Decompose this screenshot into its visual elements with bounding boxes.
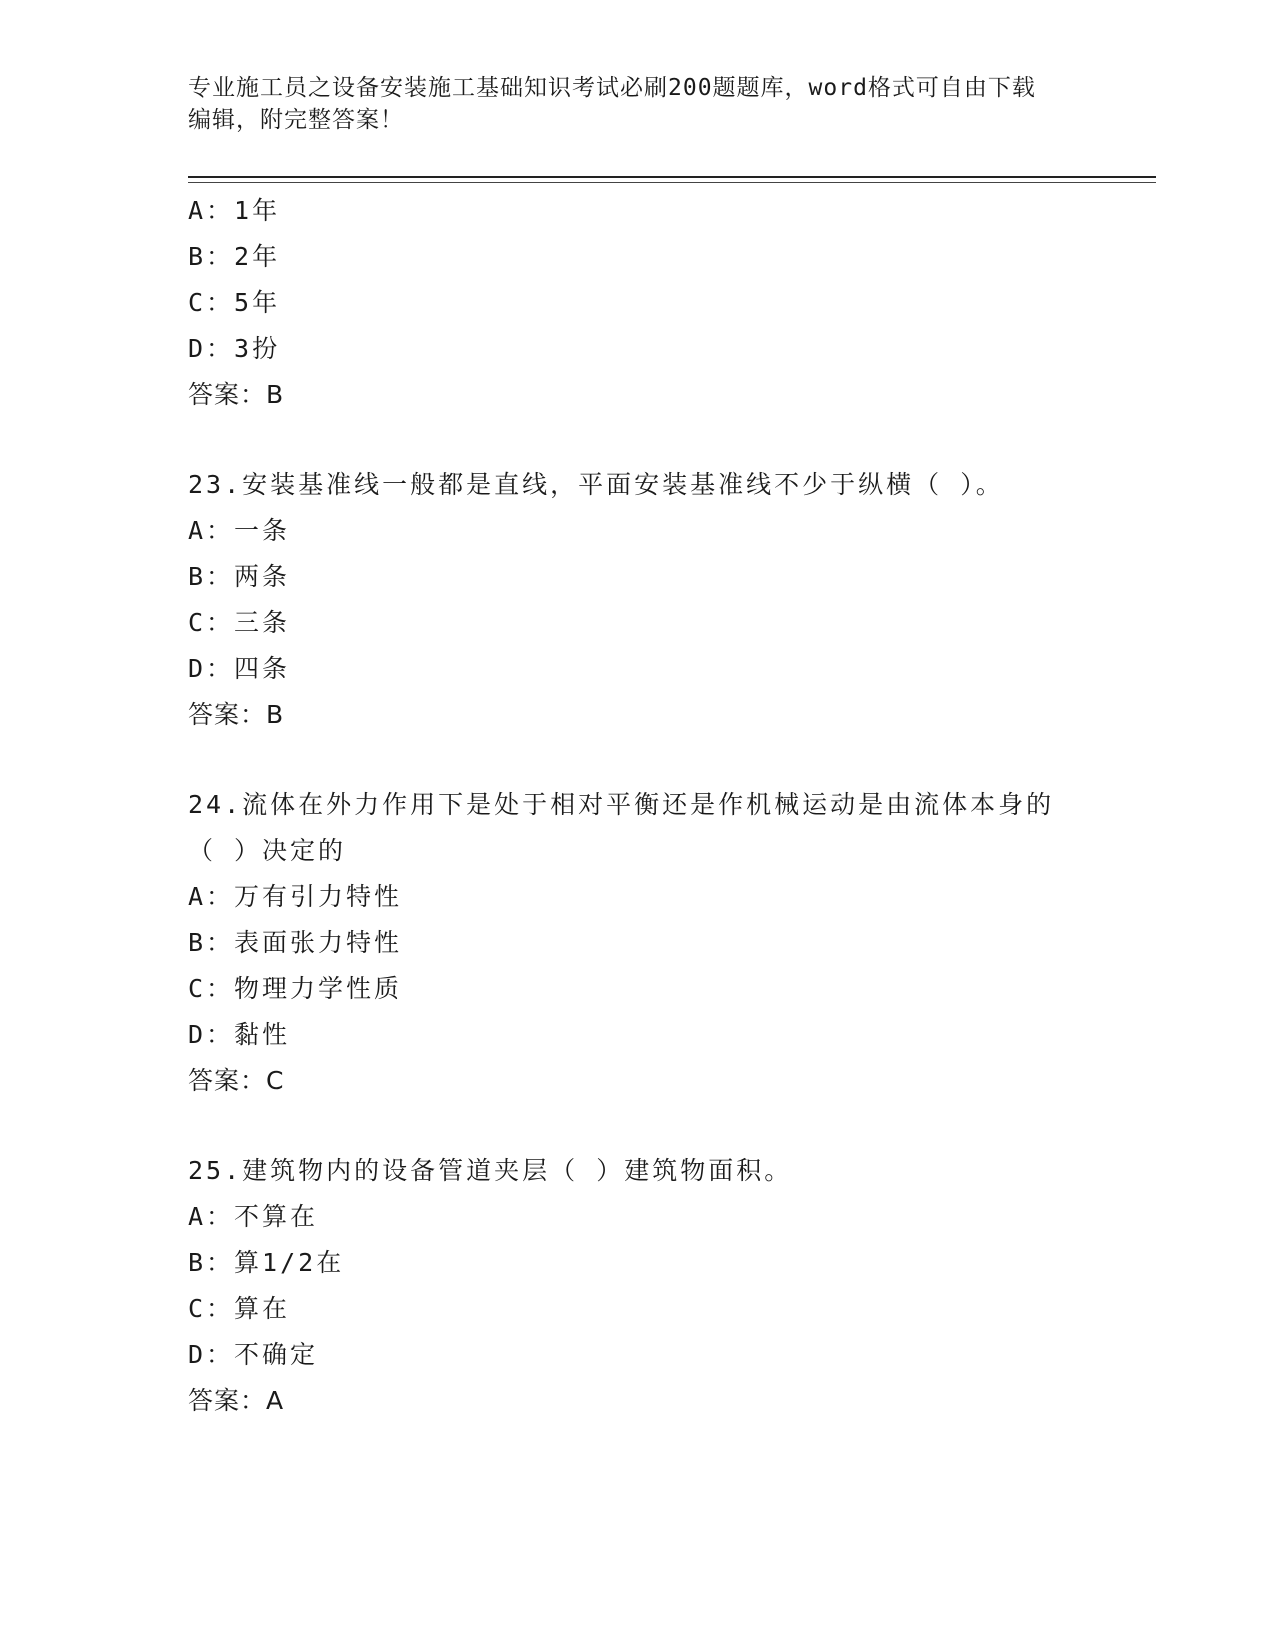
option-b: B：两条 [188, 562, 291, 591]
option-a: A：一条 [188, 516, 291, 545]
answer-line: 答案：A [188, 1386, 285, 1415]
question-22 [188, 188, 1088, 418]
question-24 [188, 782, 1088, 1104]
option-d: D：3扮 [188, 334, 281, 363]
header-divider-thick [188, 176, 1156, 178]
spacer [188, 418, 1088, 462]
answer-line: 答案：B [188, 700, 285, 729]
option-b: B：算1/2在 [188, 1248, 345, 1277]
option-b: B：表面张力特性 [188, 928, 403, 957]
spacer [188, 738, 1088, 782]
option-a: A：不算在 [188, 1202, 319, 1231]
question-text: 25.建筑物内的设备管道夹层（ ）建筑物面积。 [188, 1156, 793, 1185]
question-text: 23.安装基准线一般都是直线，平面安装基准线不少于纵横（ ）。 [188, 470, 1004, 499]
option-d: D：黏性 [188, 1020, 291, 1049]
option-c: C：三条 [188, 608, 291, 637]
question-list [188, 188, 1088, 1424]
question-text-line-1: 24.流体在外力作用下是处于相对平衡还是作机械运动是由流体本身的 [188, 790, 1055, 819]
header-title-line-1: 专业施工员之设备安装施工基础知识考试必刷200题题库，word格式可自由下载 [188, 75, 1036, 101]
option-c: C：5年 [188, 288, 281, 317]
answer-line: 答案：B [188, 380, 285, 409]
option-c: C：算在 [188, 1294, 291, 1323]
question-25 [188, 1148, 1088, 1424]
option-a: A：万有引力特性 [188, 882, 403, 911]
question-text-line-2: （ ）决定的 [188, 836, 347, 865]
option-d: D：不确定 [188, 1340, 319, 1369]
option-b: B：2年 [188, 242, 281, 271]
header-divider-thin [188, 182, 1156, 183]
option-c: C：物理力学性质 [188, 974, 403, 1003]
option-d: D：四条 [188, 654, 291, 683]
document-header [188, 72, 1068, 136]
option-a: A：1年 [188, 196, 281, 225]
spacer [188, 1104, 1088, 1148]
header-title-line-2: 编辑，附完整答案！ [188, 107, 404, 133]
question-23 [188, 462, 1088, 738]
answer-line: 答案：C [188, 1066, 285, 1095]
